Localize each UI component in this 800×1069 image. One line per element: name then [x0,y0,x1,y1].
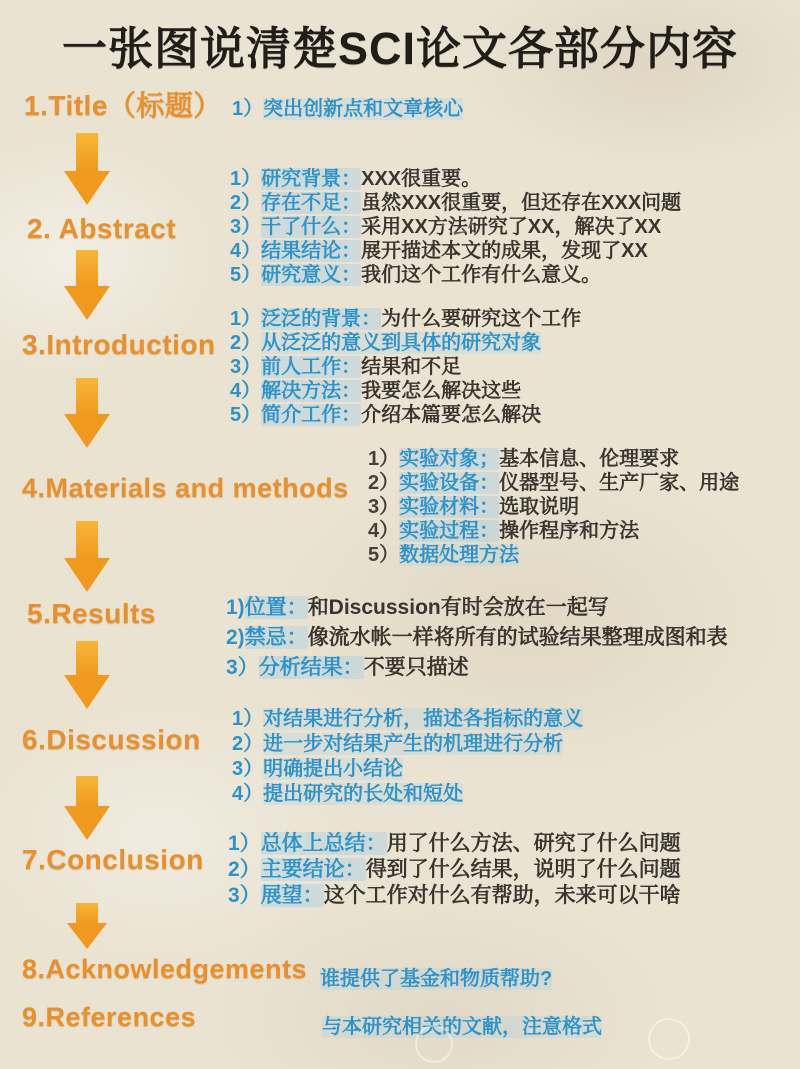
text-segment-label: 干了什么： [261,216,362,238]
text-segment-label: 泛泛的背景： [261,308,382,330]
text-segment-label: 位置： [244,596,308,619]
bullet-line [226,593,728,623]
text-segment-label: 简介工作： [261,404,362,426]
text-segment-num: 2) [226,626,245,649]
down-arrow-icon [67,903,107,949]
bullets-materials-methods [368,447,739,567]
bullets-acknowledgements [320,962,552,991]
down-arrow-icon [64,378,110,448]
text-segment-numd: 1） [368,448,400,470]
down-arrow-icon [64,641,110,709]
watermark-blob [440,200,474,234]
bullets-introduction [230,307,581,427]
bullet-line [230,167,681,191]
text-segment-blue: 对结果进行分析，描述各指标的意义 [263,708,584,730]
text-segment-label: 实验过程： [399,520,500,542]
text-segment-num: 1） [232,98,264,120]
text-segment-blue: 进一步对结果产生的机理进行分析 [263,733,564,755]
bullet-line [230,379,581,403]
text-segment-text: 得到了什么结果，说明了什么问题 [365,858,681,881]
bullets-references [322,1010,602,1039]
bullet-line [368,495,739,519]
text-segment-text: 基本信息、伦理要求 [499,448,680,470]
text-segment-text: 不要只描述 [363,656,469,679]
section-label-materials-methods: 4.Materials and methods [22,473,349,503]
bullet-line [230,355,581,379]
bullet-line [230,331,581,355]
arrow-stem [76,641,98,675]
text-segment-label: 结果结论： [261,240,362,262]
down-arrow-icon [64,133,110,205]
bullet-line [226,623,728,653]
bullet-line [228,831,681,857]
arrow-head [64,675,110,709]
text-segment-num: 3） [230,356,262,378]
text-segment-num: 1） [228,832,261,855]
text-segment-label: 总体上总结： [260,832,387,855]
bullet-line [368,519,739,543]
text-segment-label: 分析结果： [258,656,364,679]
arrow-stem [76,776,98,806]
arrow-head [64,558,110,592]
section-label-title: 1.Title（标题） [24,90,222,121]
text-segment-label: 前人工作： [261,356,362,378]
page-title: 一张图说清楚SCI论文各部分内容 [61,23,738,74]
text-segment-num: 1） [232,708,264,730]
arrow-stem [76,903,98,923]
arrow-stem [76,521,98,558]
section-label-discussion: 6.Discussion [22,724,201,755]
bullet-line [230,307,581,331]
text-segment-text: 展开描述本文的成果，发现了XX [361,240,648,262]
text-segment-blue: 数据处理方法 [399,544,520,566]
section-label-references: 9.References [22,1002,197,1032]
text-segment-label: 主要结论： [260,858,366,881]
text-segment-label: 研究意义： [261,264,362,286]
arrow-head [67,923,107,949]
text-segment-text: 我要怎么解决这些 [361,380,522,402]
down-arrow-icon [64,250,110,320]
section-label-introduction: 3.Introduction [22,329,216,360]
bullet-line [226,653,728,683]
bullet-line [232,707,583,732]
bullet-line [230,403,581,427]
bullets-discussion [232,707,583,807]
bullet-line [232,757,583,782]
arrow-head [64,171,110,205]
bullets-conclusion [228,831,681,909]
text-segment-label: 禁忌： [244,626,308,649]
bullet-line [368,543,739,567]
text-segment-numd: 5） [368,544,400,566]
section-label-abstract: 2. Abstract [27,213,177,244]
down-arrow-icon [64,521,110,592]
text-segment-num: 4） [230,240,262,262]
bullets-title [232,92,463,121]
text-segment-label: 实验材料： [399,496,500,518]
text-segment-text: 和Discussion有时会放在一起写 [307,596,609,619]
watermark-blob [415,1025,453,1063]
arrow-stem [76,133,98,171]
bullet-line [320,962,552,991]
text-segment-text: 采用XX方法研究了XX，解决了XX [361,216,662,238]
bullet-line [228,883,681,909]
text-segment-label: 实验对象； [399,448,500,470]
bullet-line [232,782,583,807]
text-segment-text: XXX很重要。 [361,168,482,190]
text-segment-num: 1） [230,308,262,330]
text-segment-text: 这个工作对什么有帮助，未来可以干啥 [323,884,681,907]
text-segment-num: 2） [230,332,262,354]
text-segment-label: 研究背景： [261,168,362,190]
section-label-results: 5.Results [27,598,156,629]
text-segment-blue: 突出创新点和文章核心 [263,98,464,120]
text-segment-num: 3） [230,216,262,238]
bullet-line [368,447,739,471]
bullet-line [232,92,463,121]
text-segment-num: 4） [230,380,262,402]
text-segment-text: 选取说明 [499,496,580,518]
text-segment-text: 用了什么方法、研究了什么问题 [386,832,681,855]
arrow-head [64,414,110,448]
arrow-stem [76,378,98,414]
text-segment-label: 解决方法： [261,380,362,402]
text-segment-text: 我们这个工作有什么意义。 [361,264,602,286]
text-segment-text: 操作程序和方法 [499,520,640,542]
bullet-line [230,239,681,263]
text-segment-num: 2） [230,192,262,214]
text-segment-num: 3） [232,758,264,780]
text-segment-blue: 与本研究相关的文献，注意格式 [322,1016,602,1038]
text-segment-num: 4） [232,783,264,805]
text-segment-blue: 提出研究的长处和短处 [263,783,464,805]
text-segment-num: 3） [228,884,261,907]
text-segment-blue: 从泛泛的意义到具体的研究对象 [261,332,542,354]
text-segment-numd: 3） [368,496,400,518]
text-segment-blue: 谁提供了基金和物质帮助? [320,968,553,990]
text-segment-num: 5） [230,264,262,286]
watermark-blob [648,1018,690,1060]
text-segment-blue: 明确提出小结论 [263,758,404,780]
text-segment-num: 1) [226,596,245,619]
bullet-line [228,857,681,883]
arrow-head [64,806,110,840]
text-segment-text: 为什么要研究这个工作 [381,308,582,330]
bullets-results [226,593,728,683]
text-segment-num: 1） [230,168,262,190]
text-segment-label: 展望： [260,884,324,907]
text-segment-text: 像流水帐一样将所有的试验结果整理成图和表 [307,626,728,649]
arrow-head [64,286,110,320]
arrow-stem [76,250,98,286]
text-segment-text: 介绍本篇要怎么解决 [361,404,542,426]
text-segment-numd: 4） [368,520,400,542]
text-segment-num: 2） [232,733,264,755]
bullet-line [232,732,583,757]
text-segment-text: 虽然XXX很重要，但还存在XXX问题 [361,192,682,214]
bullet-line [322,1010,602,1039]
section-label-conclusion: 7.Conclusion [22,844,204,875]
text-segment-num: 5） [230,404,262,426]
bullet-line [368,471,739,495]
text-segment-numd: 2） [368,472,400,494]
text-segment-num: 3） [226,656,259,679]
text-segment-text: 结果和不足 [361,356,462,378]
down-arrow-icon [64,776,110,840]
text-segment-num: 2） [228,858,261,881]
bullet-line [230,263,681,287]
text-segment-label: 实验设备： [399,472,500,494]
text-segment-label: 存在不足： [261,192,362,214]
section-label-acknowledgements: 8.Acknowledgements [22,954,308,984]
text-segment-text: 仪器型号、生产厂家、用途 [499,472,740,494]
